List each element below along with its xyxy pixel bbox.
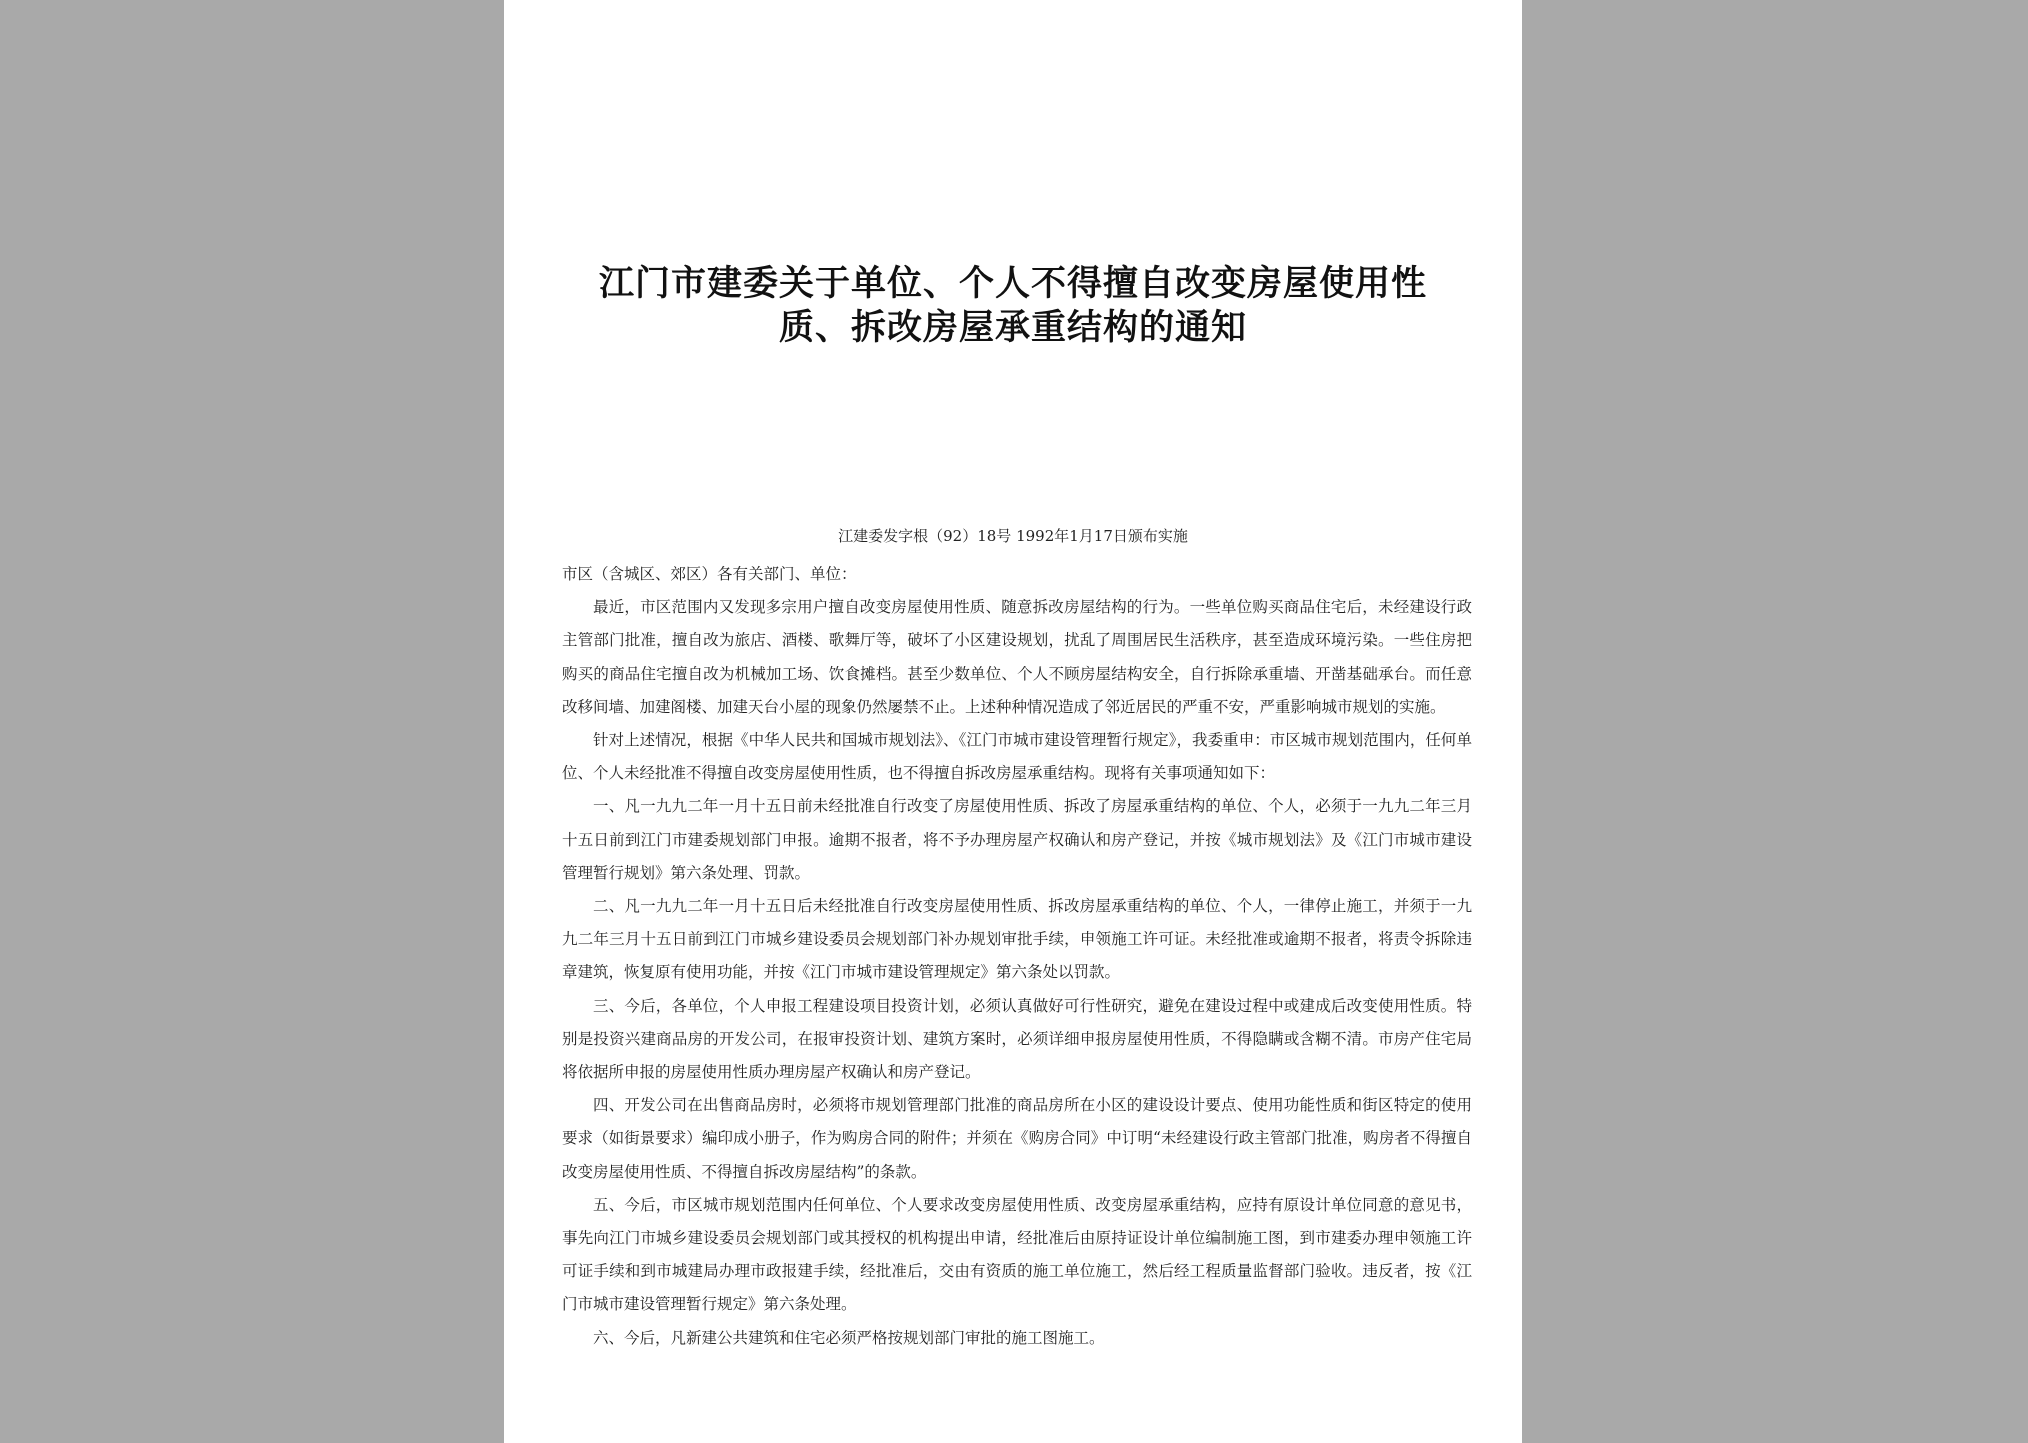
paragraph-4: 二、凡一九九二年一月十五日后未经批准自行改变房屋使用性质、拆改房屋承重结构的单位、个人，一律停止施工，并须于一九九二年三月十五日前到江门市城乡建设委员会规划部门补办规划审批手续，申领施工许可证。未经批准或逾期不报者，将责令拆除违章建筑，恢复原有使用功能，并按《江门市城市建设管理规定》第六条处以罚款。 — [562, 897, 1472, 982]
document-title — [504, 262, 1522, 350]
title-line-2: 质、拆改房屋承重结构的通知 — [778, 308, 1247, 348]
paragraph-1: 最近，市区范围内又发现多宗用户擅自改变房屋使用性质、随意拆改房屋结构的行为。一些单位购买商品住宅后，未经建设行政主管部门批准，擅自改为旅店、酒楼、歌舞厅等，破坏了小区建设规划，扰乱了周围居民生活秩序，甚至造成环境污染。一些住房把购买的商品住宅擅自改为机械加工场、饮食摊档。甚至少数单位、个人不顾房屋结构安全，自行拆除承重墙、开凿基础承台。而任意改移间墙、加建阁楼、加建天台小屋的现象仍然屡禁不止。上述种种情况造成了邻近居民的严重不安，严重影响城市规划的实施。 — [562, 598, 1472, 716]
paragraph-8: 六、今后，凡新建公共建筑和住宅必须严格按规划部门审批的施工图施工。 — [593, 1328, 1105, 1347]
paragraph-2: 针对上述情况，根据《中华人民共和国城市规划法》、《江门市城市建设管理暂行规定》，我委重申：市区城市规划范围内，任何单位、个人未经批准不得擅自改变房屋使用性质，也不得擅自拆改房屋承重结构。现将有关事项通知如下： — [562, 731, 1472, 783]
paragraph-3: 一、凡一九九二年一月十五日前未经批准自行改变了房屋使用性质、拆改了房屋承重结构的单位、个人，必须于一九九二年三月十五日前到江门市建委规划部门申报。逾期不报者，将不予办理房屋产权确认和房产登记，并按《城市规划法》及《江门市城市建设管理暂行规划》第六条处理、罚款。 — [562, 797, 1472, 882]
document-issue-info: 江建委发字根（92）18号 1992年1月17日颁布实施 — [838, 527, 1188, 545]
paragraph-6: 四、开发公司在出售商品房时，必须将市规划管理部门批准的商品房所在小区的建设设计要点、使用功能性质和街区特定的使用要求（如街景要求）编印成小册子，作为购房合同的附件；并须在《购房合同》中订明“未经建设行政主管部门批准，购房者不得擅自改变房屋使用性质、不得擅自拆改房屋结构”的条款。 — [562, 1096, 1472, 1181]
document-page — [504, 0, 1522, 1443]
document-body — [562, 558, 1472, 1355]
paragraph-7: 五、今后，市区城市规划范围内任何单位、个人要求改变房屋使用性质、改变房屋承重结构，应持有原设计单位同意的意见书，事先向江门市城乡建设委员会规划部门或其授权的机构提出申请，经批准后由原持证设计单位编制施工图，到市建委办理申领施工许可证手续和到市城建局办理市政报建手续，经批准后，交由有资质的施工单位施工，然后经工程质量监督部门验收。违反者，按《江门市城市建设管理暂行规定》第六条处理。 — [562, 1195, 1472, 1314]
salutation: 市区（含城区、郊区）各有关部门、单位： — [562, 565, 857, 583]
paragraph-5: 三、今后，各单位，个人申报工程建设项目投资计划，必须认真做好可行性研究，避免在建设过程中或建成后改变使用性质。特别是投资兴建商品房的开发公司，在报审投资计划、建筑方案时，必须详细申报房屋使用性质，不得隐瞒或含糊不清。市房产住宅局将依据所申报的房屋使用性质办理房屋产权确认和房产登记。 — [562, 996, 1472, 1082]
title-line-1: 江门市建委关于单位、个人不得擅自改变房屋使用性 — [598, 264, 1427, 304]
